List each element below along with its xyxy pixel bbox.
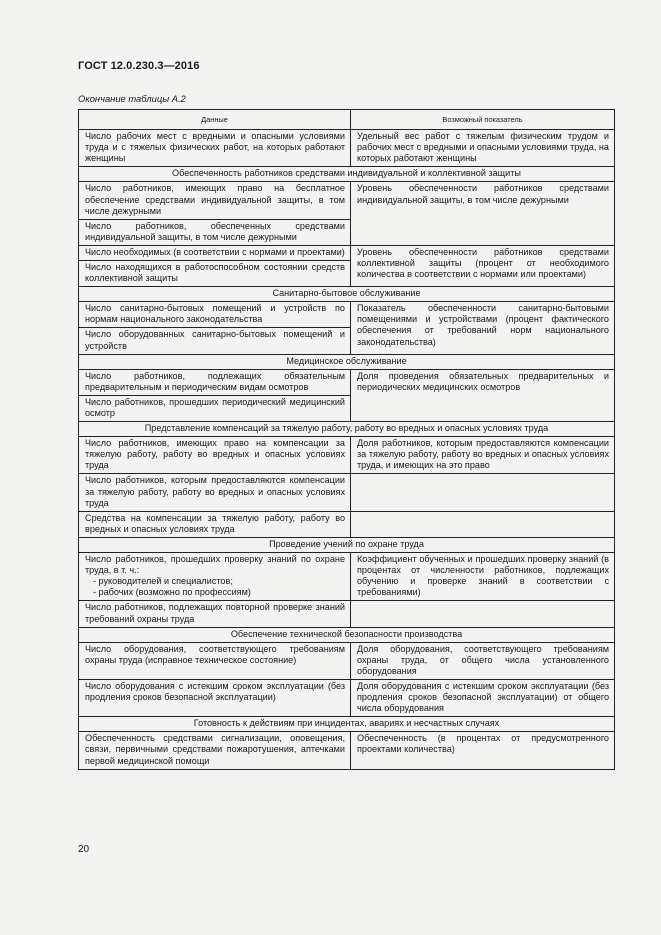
indicator-cell: Показатель обеспеченности санитарно-бытовыми помещениями и устройствами (процент фактического обеспечения от требований норм национального законодательства) (351, 302, 615, 354)
indicator-cell: Доля оборудования с истекшим сроком эксплуатации (без продления сроков безопасной эксплуатации) от общего числа оборудования (351, 679, 615, 716)
section-title: Готовность к действиям при инцидентах, авариях и несчастных случаях (79, 717, 615, 732)
table-row (79, 437, 615, 474)
table-row (79, 474, 615, 511)
data-cell: Число работников, прошедших периодический медицинский осмотр (79, 395, 351, 421)
table-row (79, 302, 615, 328)
indicator-cell: Обеспеченность (в процентах от предусмотренного проектами количества) (351, 732, 615, 769)
table-row (79, 182, 615, 219)
section-row (79, 717, 615, 732)
indicator-cell: Уровень обеспеченности работников средствами коллективной защиты (процент от необходимого количества в соответствии с нормами или проектами) (351, 245, 615, 286)
section-row (79, 354, 615, 369)
data-cell: Число работников, подлежащих повторной проверке знаний требований охраны труда (79, 601, 351, 627)
section-title: Санитарно-бытовое обслуживание (79, 287, 615, 302)
table-row (79, 369, 615, 395)
indicators-table (78, 109, 615, 770)
column-header-data: Данные (79, 110, 351, 130)
indicator-cell: Доля работников, которым предоставляются компенсации за тяжелую работу, работу во вредных и опасных условиях труда, и имеющих на это право (351, 437, 615, 474)
data-cell: Число работников, имеющих право на компенсации за тяжелую работу, работу во вредных и опасных условиях труда (79, 437, 351, 474)
data-cell: Число санитарно-бытовых помещений и устройств по нормам национального законодательства (79, 302, 351, 328)
data-cell: Число работников, подлежащих обязательным предварительным и периодическим видам осмотров (79, 369, 351, 395)
table-row (79, 553, 615, 601)
data-cell: Обеспеченность средствами сигнализации, оповещения, связи, первичными средствами пожаротушения, аптечками первой медицинской помощи (79, 732, 351, 769)
empty-cell (351, 474, 615, 511)
data-cell: Число работников, имеющих право на бесплатное обеспечение средствами индивидуальной защиты, в том числе дежурными (79, 182, 351, 219)
data-cell: Число оборудования, соответствующего требованиям охраны труда (исправное техническое состояние) (79, 642, 351, 679)
section-title: Обеспеченность работников средствами индивидуальной и коллективной защиты (79, 167, 615, 182)
bullet-list (85, 576, 345, 598)
data-cell: Число необходимых (в соответствии с нормами и проектами) (79, 245, 351, 260)
empty-cell (351, 511, 615, 537)
document-header: ГОСТ 12.0.230.3—2016 (78, 60, 200, 72)
data-cell: Число рабочих мест с вредными и опасными условиями труда и с тяжелых физических работ, на которых работают женщины (79, 130, 351, 167)
section-title: Медицинское обслуживание (79, 354, 615, 369)
list-item: - рабочих (возможно по профессиям) (93, 587, 251, 598)
data-cell (79, 553, 351, 601)
data-cell: Число работников, обеспеченных средствами индивидуальной защиты, в том числе дежурными (79, 219, 351, 245)
data-cell-text: Число работников, прошедших проверку знаний по охране труда, в т. ч.: (85, 554, 345, 576)
section-title: Обеспечение технической безопасности производства (79, 627, 615, 642)
table-row (79, 245, 615, 260)
data-cell: Число находящихся в работоспособном состоянии средств коллективной защиты (79, 260, 351, 286)
indicator-cell: Коэффициент обученных и прошедших проверку знаний (в процентах от численности работников, подлежащих обучению и проверке знаний в соответствии с требованиями) (351, 553, 615, 601)
section-row (79, 167, 615, 182)
section-row (79, 537, 615, 552)
section-row (79, 422, 615, 437)
indicator-cell: Доля оборудования, соответствующего требованиям охраны труда, от общего числа установленного оборудования (351, 642, 615, 679)
section-title: Представление компенсаций за тяжелую работу, работу во вредных и опасных условиях труда (79, 422, 615, 437)
indicator-cell: Уровень обеспеченности работников средствами индивидуальной защиты, в том числе дежурными (351, 182, 615, 245)
column-header-indicator: Возможный показатель (351, 110, 615, 130)
indicator-cell: Доля проведения обязательных предварительных и периодических медицинских осмотров (351, 369, 615, 421)
data-cell: Число оборудованных санитарно-бытовых помещений и устройств (79, 328, 351, 354)
section-row (79, 287, 615, 302)
table-header-row (79, 110, 615, 130)
section-row (79, 627, 615, 642)
table-row (79, 511, 615, 537)
table-row (79, 732, 615, 769)
table-row (79, 679, 615, 716)
data-cell: Число работников, которым предоставляются компенсации за тяжелую работу, работу во вредных и опасных условиях труда (79, 474, 351, 511)
page-number: 20 (78, 844, 90, 855)
table-row (79, 130, 615, 167)
list-item: - руководителей и специалистов; (93, 576, 233, 587)
section-title: Проведение учений по охране труда (79, 537, 615, 552)
data-cell: Средства на компенсации за тяжелую работу, работу во вредных и опасных условиях труда (79, 511, 351, 537)
table-row (79, 601, 615, 627)
indicator-cell: Удельный вес работ с тяжелым физическим трудом и рабочих мест с вредными и опасными условиями труда, на которых работают женщины (351, 130, 615, 167)
data-cell: Число оборудования с истекшим сроком эксплуатации (без продления сроков безопасной эксплуатации) (79, 679, 351, 716)
table-row (79, 642, 615, 679)
empty-cell (351, 601, 615, 627)
table-caption: Окончание таблицы А.2 (78, 93, 186, 104)
